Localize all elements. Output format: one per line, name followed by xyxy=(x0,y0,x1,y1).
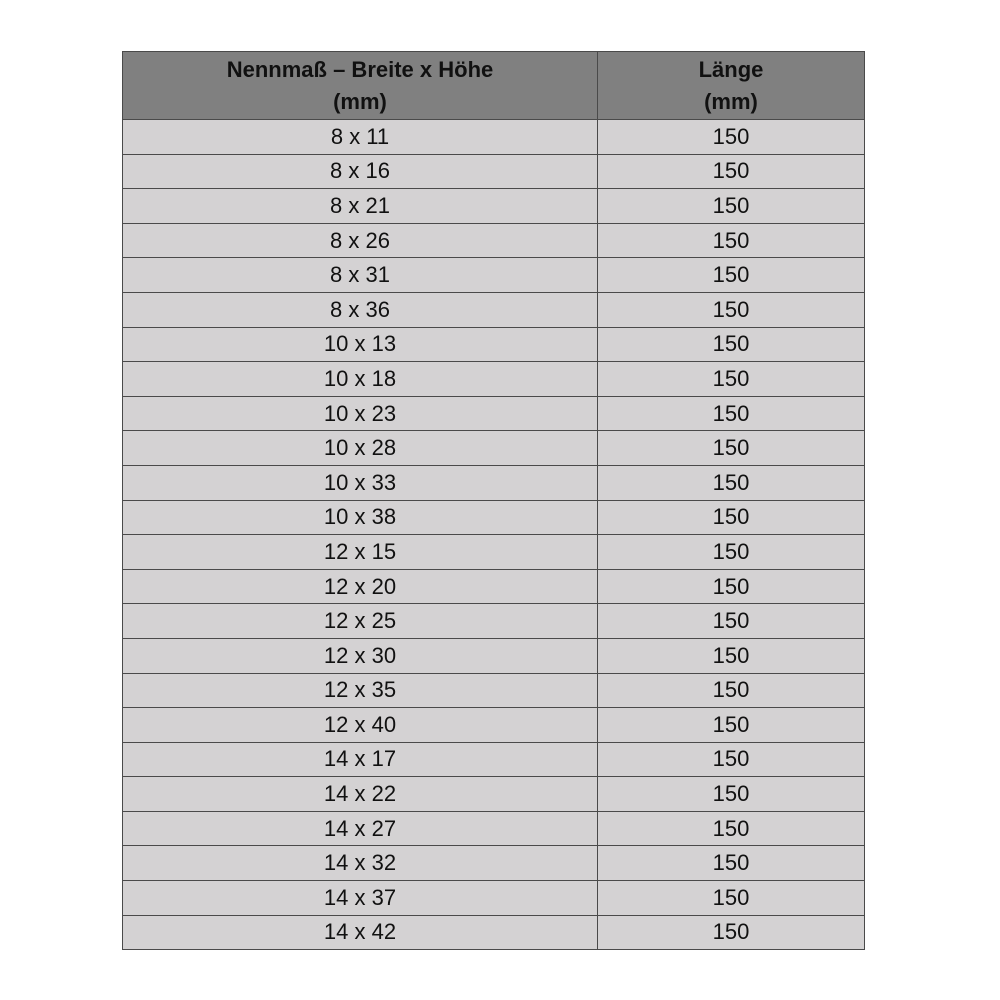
cell-nominal-size: 12 x 15 xyxy=(123,535,598,570)
cell-length: 150 xyxy=(598,673,865,708)
table-header xyxy=(123,52,865,120)
cell-length: 150 xyxy=(598,396,865,431)
cell-nominal-size: 10 x 13 xyxy=(123,327,598,362)
cell-length: 150 xyxy=(598,569,865,604)
header-nominal-size-title: Nennmaß – Breite x Höhe xyxy=(226,56,494,82)
table-row xyxy=(123,535,865,570)
cell-length: 150 xyxy=(598,500,865,535)
header-nominal-size xyxy=(123,52,598,120)
cell-length: 150 xyxy=(598,535,865,570)
header-row xyxy=(123,52,865,120)
cell-nominal-size: 12 x 25 xyxy=(123,604,598,639)
dimension-table-container xyxy=(122,51,864,950)
cell-length: 150 xyxy=(598,465,865,500)
cell-length: 150 xyxy=(598,362,865,397)
header-length-unit: (mm) xyxy=(704,88,758,114)
table-row xyxy=(123,154,865,189)
table-row xyxy=(123,292,865,327)
table-body xyxy=(123,120,865,950)
cell-nominal-size: 10 x 38 xyxy=(123,500,598,535)
dimension-table xyxy=(122,51,865,950)
cell-nominal-size: 14 x 27 xyxy=(123,811,598,846)
cell-length: 150 xyxy=(598,154,865,189)
cell-length: 150 xyxy=(598,638,865,673)
cell-length: 150 xyxy=(598,223,865,258)
table-row xyxy=(123,465,865,500)
table-row xyxy=(123,638,865,673)
table-row xyxy=(123,604,865,639)
table-row xyxy=(123,189,865,224)
cell-nominal-size: 14 x 17 xyxy=(123,742,598,777)
cell-nominal-size: 14 x 42 xyxy=(123,915,598,950)
cell-length: 150 xyxy=(598,708,865,743)
table-row xyxy=(123,396,865,431)
cell-nominal-size: 12 x 35 xyxy=(123,673,598,708)
cell-length: 150 xyxy=(598,811,865,846)
table-row xyxy=(123,500,865,535)
cell-length: 150 xyxy=(598,120,865,155)
cell-nominal-size: 14 x 37 xyxy=(123,881,598,916)
cell-nominal-size: 10 x 28 xyxy=(123,431,598,466)
cell-nominal-size: 8 x 36 xyxy=(123,292,598,327)
table-row xyxy=(123,223,865,258)
table-row xyxy=(123,708,865,743)
cell-nominal-size: 14 x 22 xyxy=(123,777,598,812)
cell-length: 150 xyxy=(598,915,865,950)
cell-length: 150 xyxy=(598,742,865,777)
table-row xyxy=(123,811,865,846)
cell-length: 150 xyxy=(598,846,865,881)
table-row xyxy=(123,120,865,155)
cell-nominal-size: 8 x 21 xyxy=(123,189,598,224)
header-length xyxy=(598,52,865,120)
cell-nominal-size: 10 x 33 xyxy=(123,465,598,500)
table-row xyxy=(123,742,865,777)
table-row xyxy=(123,846,865,881)
table-row xyxy=(123,327,865,362)
cell-nominal-size: 8 x 26 xyxy=(123,223,598,258)
cell-nominal-size: 10 x 23 xyxy=(123,396,598,431)
cell-nominal-size: 12 x 30 xyxy=(123,638,598,673)
cell-nominal-size: 10 x 18 xyxy=(123,362,598,397)
header-length-title: Länge xyxy=(698,56,764,82)
table-row xyxy=(123,431,865,466)
cell-nominal-size: 14 x 32 xyxy=(123,846,598,881)
table-row xyxy=(123,569,865,604)
cell-length: 150 xyxy=(598,777,865,812)
cell-nominal-size: 8 x 11 xyxy=(123,120,598,155)
cell-length: 150 xyxy=(598,604,865,639)
table-row xyxy=(123,915,865,950)
cell-length: 150 xyxy=(598,327,865,362)
table-row xyxy=(123,881,865,916)
cell-length: 150 xyxy=(598,881,865,916)
table-row xyxy=(123,362,865,397)
cell-length: 150 xyxy=(598,292,865,327)
header-nominal-size-unit: (mm) xyxy=(333,88,387,114)
cell-length: 150 xyxy=(598,431,865,466)
table-row xyxy=(123,777,865,812)
table-row xyxy=(123,673,865,708)
cell-length: 150 xyxy=(598,189,865,224)
cell-nominal-size: 12 x 40 xyxy=(123,708,598,743)
cell-nominal-size: 8 x 16 xyxy=(123,154,598,189)
cell-length: 150 xyxy=(598,258,865,293)
cell-nominal-size: 8 x 31 xyxy=(123,258,598,293)
cell-nominal-size: 12 x 20 xyxy=(123,569,598,604)
table-row xyxy=(123,258,865,293)
